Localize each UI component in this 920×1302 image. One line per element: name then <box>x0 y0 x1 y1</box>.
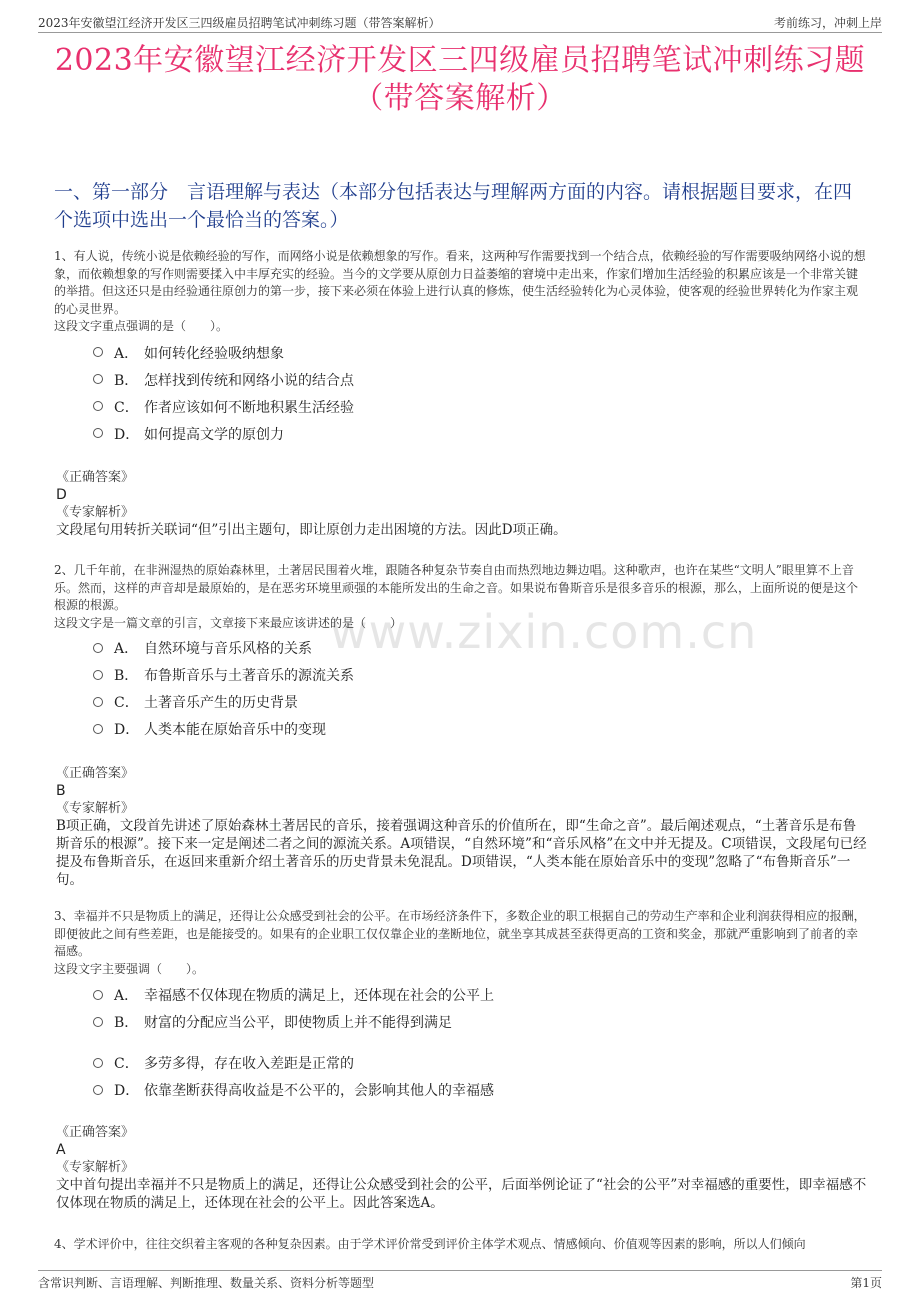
question-text: 3、幸福并不只是物质上的满足，还得让公众感受到社会的公平。在市场经济条件下，多数企业的职工根据自己的劳动生产率和企业利润获得相应的报酬，即便彼此之间有些差距，也是能接受的。如果有的企业职工仅仅靠企业的垄断地位，就坐享其成甚至获得更高的工资和奖金，那就严重影响到了前者的幸福感。 <box>54 909 866 958</box>
option-text: 幸福感不仅体现在物质的满足上，还体现在社会的公平上 <box>144 988 494 1004</box>
radio-icon[interactable] <box>93 347 103 357</box>
question-text: 2、几千年前，在非洲湿热的原始森林里，土著居民围着火堆，跟随各种复杂节奏自由而热烈地边舞边唱。这种歌声，也许在某些“文明人”眼里算不上音乐。然而，这样的声音却是最原始的，是在恶劣环境里顽强的本能所发出的生命之音。如果说布鲁斯音乐是很多音乐的根源，那么，上面所说的便是这个根源的根源。 <box>54 563 859 612</box>
title-line-2: （带答案解析） <box>353 81 567 116</box>
analysis-text: 文段尾句用转折关联词“但”引出主题句，即让原创力走出困境的方法。因此D项正确。 <box>56 522 567 538</box>
radio-icon[interactable] <box>93 724 103 734</box>
radio-icon[interactable] <box>93 670 103 680</box>
answer-value: B <box>56 782 66 799</box>
option-text: 布鲁斯音乐与土著音乐的源流关系 <box>144 668 354 684</box>
option-text: 财富的分配应当公平，即使物质上并不能得到满足 <box>144 1015 452 1031</box>
answer-value: A <box>56 1141 66 1158</box>
radio-icon[interactable] <box>93 990 103 1000</box>
question-text: 1、有人说，传统小说是依赖经验的写作，而网络小说是依赖想象的写作。看来，这两种写作需要找到一个结合点，依赖经验的写作需要吸纳网络小说的想象，而依赖想象的写作则需要揉入中丰厚充实的经验。当今的文学要从原创力日益萎缩的窘境中走出来，作家们增加生活经验的积累应该是一个非常关键的举措。但这还只是由经验通往原创力的第一步，接下来必须在体验上进行认真的修炼，使生活经验转化为心灵体验，使客观的经验世界转化为作家主观的心灵世界。 <box>54 249 866 316</box>
option-text: 作者应该如何不断地积累生活经验 <box>144 399 354 416</box>
header-doc-title: 2023年安徽望江经济开发区三四级雇员招聘笔试冲刺练习题（带答案解析） <box>38 15 441 30</box>
question-prompt: 这段文字主要强调（ ）。 <box>54 961 205 976</box>
answer-value: D <box>56 487 67 503</box>
option-d[interactable]: D． 如何提高文学的原创力 <box>54 420 868 447</box>
option-text: 如何提高文学的原创力 <box>144 426 284 443</box>
analysis-text: 文中首句提出幸福并不只是物质上的满足，还得让公众感受到社会的公平，后面举例论证了“社会的公平”对幸福感的重要性，即幸福感不仅体现在物质的满足上，还体现在社会的公平上。因此答案选A。 <box>56 1176 867 1211</box>
option-c[interactable]: C． 土著音乐产生的历史背景 <box>54 689 868 716</box>
watermark: www.zixin.com.cn <box>330 605 758 659</box>
page-header <box>38 12 882 33</box>
option-d[interactable]: D． 依靠垄断获得高收益是不公平的，会影响其他人的幸福感 <box>54 1077 868 1104</box>
option-a[interactable]: A． 自然环境与音乐风格的关系 <box>54 635 868 662</box>
option-d[interactable]: D． 人类本能在原始音乐中的变现 <box>54 716 868 743</box>
option-c[interactable]: C． 多劳多得，存在收入差距是正常的 <box>54 1050 868 1077</box>
radio-icon[interactable] <box>93 374 103 384</box>
radio-icon[interactable] <box>93 428 103 438</box>
radio-icon[interactable] <box>93 1058 103 1068</box>
answer-label: 《正确答案》 <box>56 1124 135 1140</box>
option-text: 如何转化经验吸纳想象 <box>144 345 284 362</box>
title-line-1: 2023年安徽望江经济开发区三四级雇员招聘笔试冲刺练习题 <box>54 43 866 78</box>
option-a[interactable]: A． 幸福感不仅体现在物质的满足上，还体现在社会的公平上 <box>54 982 868 1009</box>
analysis-label: 《专家解析》 <box>56 800 135 816</box>
analysis-text: B项正确，文段首先讲述了原始森林土著居民的音乐，接着强调这种音乐的价值所在，即“生命之音”。最后阐述观点，“土著音乐是布鲁斯音乐的根源”。接下来一定是阐述二者之间的源流关系。A项错误，“自然环境”和“音乐风格”在文中并无提及。C项错误，文段尾句已经提及布鲁斯音乐，在返回来重新介绍土著音乐的历史背景未免混乱。D项错误，“人类本能在原始音乐中的变现”忽略了“布鲁斯音乐”一句。 <box>56 817 867 888</box>
option-b[interactable]: B． 怎样找到传统和网络小说的结合点 <box>54 366 868 393</box>
section-heading: 一、第一部分 言语理解与表达（本部分包括表达与理解两方面的内容。请根据题目要求，在四个选项中选出一个最恰当的答案。） <box>54 181 853 231</box>
analysis-label: 《专家解析》 <box>56 1159 135 1175</box>
question-text: 4、学术评价中，往往交织着主客观的各种复杂因素。由于学术评价常受到评价主体学术观点、情感倾向、价值观等因素的影响，所以人们倾向 <box>54 1237 806 1251</box>
option-b[interactable]: B． 布鲁斯音乐与土著音乐的源流关系 <box>54 662 868 689</box>
question-1 <box>54 248 868 539</box>
option-text: 自然环境与音乐风格的关系 <box>144 641 312 657</box>
page-number: 第1页 <box>850 1276 882 1290</box>
radio-icon[interactable] <box>93 697 103 707</box>
question-2 <box>54 562 868 889</box>
option-c[interactable]: C． 作者应该如何不断地积累生活经验 <box>54 393 868 420</box>
option-a[interactable]: A． 如何转化经验吸纳想象 <box>54 339 868 366</box>
radio-icon[interactable] <box>93 1085 103 1095</box>
page-footer <box>38 1270 882 1292</box>
question-4 <box>54 1236 868 1254</box>
analysis-label: 《专家解析》 <box>56 505 135 520</box>
header-slogan: 考前练习，冲刺上岸 <box>773 15 882 30</box>
radio-icon[interactable] <box>93 643 103 653</box>
option-text: 依靠垄断获得高收益是不公平的，会影响其他人的幸福感 <box>144 1083 494 1099</box>
answer-label: 《正确答案》 <box>56 765 135 781</box>
question-3 <box>54 908 868 1212</box>
answer-label: 《正确答案》 <box>56 470 135 485</box>
option-text: 多劳多得，存在收入差距是正常的 <box>144 1056 354 1072</box>
option-b[interactable]: B． 财富的分配应当公平，即使物质上并不能得到满足 <box>54 1009 868 1036</box>
option-text: 人类本能在原始音乐中的变现 <box>144 722 326 738</box>
radio-icon[interactable] <box>93 401 103 411</box>
question-prompt: 这段文字重点强调的是（ ）。 <box>54 319 229 333</box>
radio-icon[interactable] <box>93 1017 103 1027</box>
option-text: 土著音乐产生的历史背景 <box>144 695 298 711</box>
question-prompt: 这段文字是一篇文章的引言，文章接下来最应该讲述的是（ ） <box>54 615 403 630</box>
footer-description: 含常识判断、言语理解、判断推理、数量关系、资料分析等题型 <box>38 1276 375 1290</box>
page-title <box>0 42 920 118</box>
option-text: 怎样找到传统和网络小说的结合点 <box>144 372 354 389</box>
